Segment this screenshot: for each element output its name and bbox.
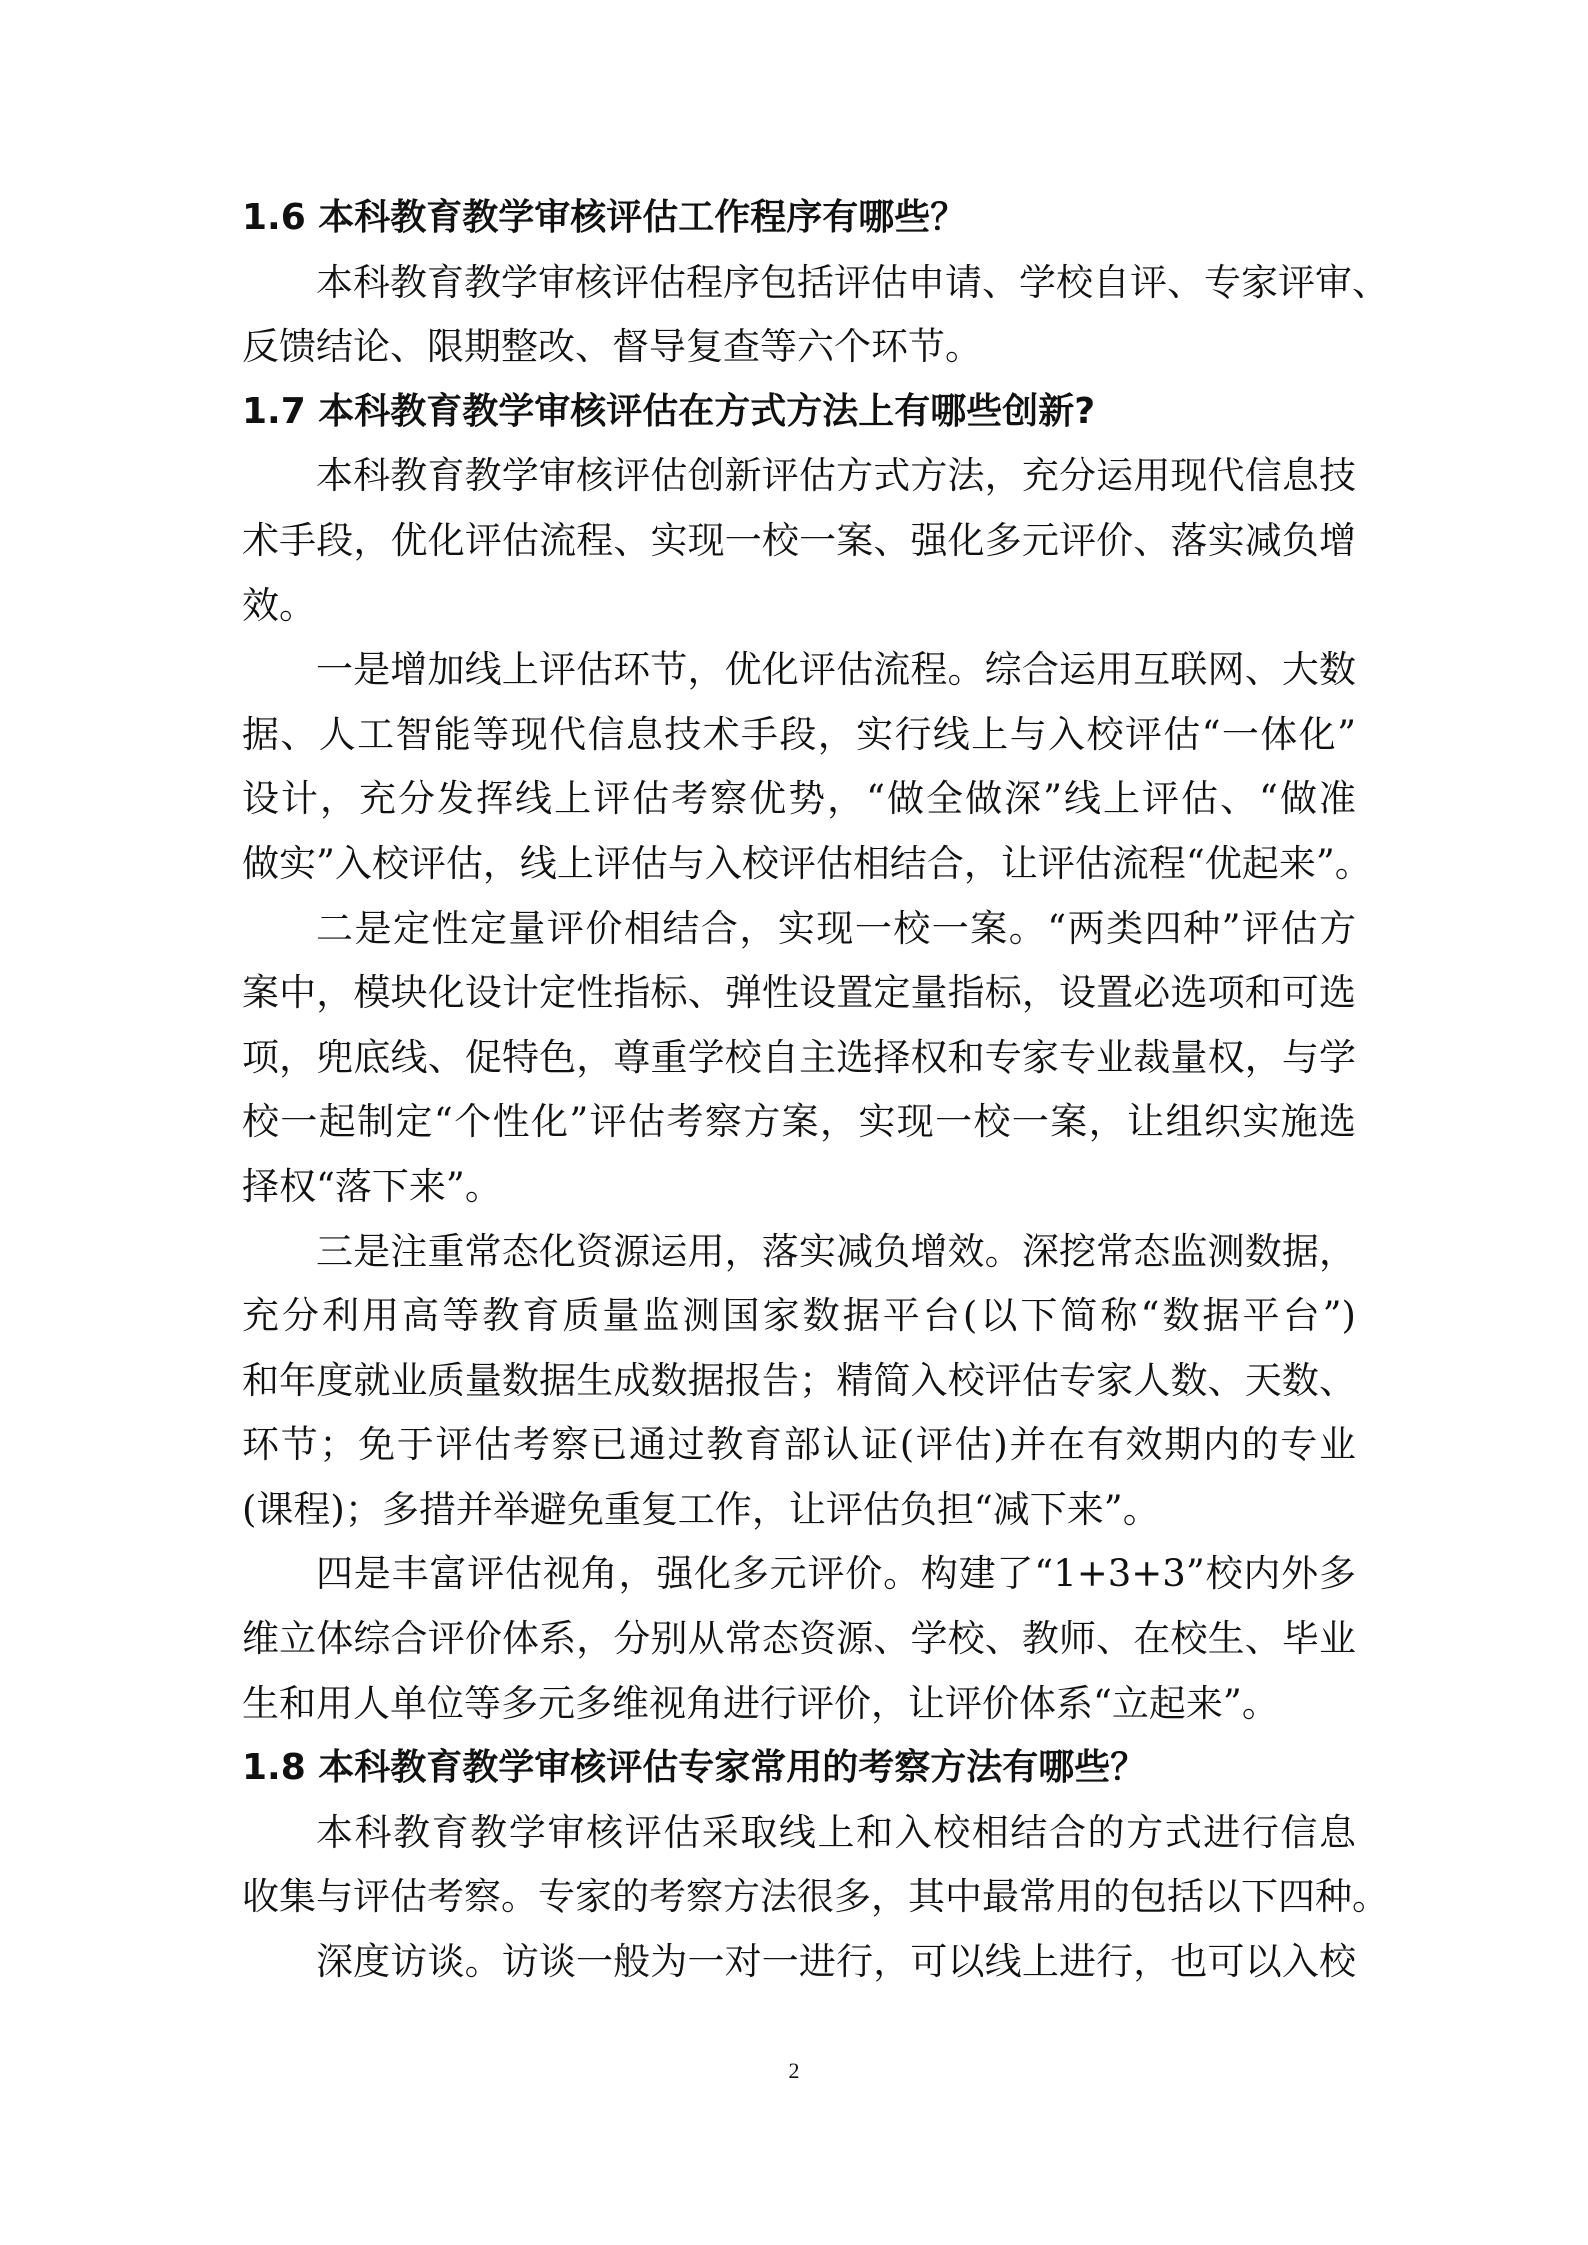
paragraph — [242, 638, 1372, 896]
text-line: 收集与评估考察。专家的考察方法很多，其中最常用的包括以下四种。 — [242, 1875, 1389, 1919]
section-heading: 1.6 本科教育教学审核评估工作程序有哪些？ — [242, 197, 967, 238]
text-line: 二是定性定量评价相结合，实现一校一案。“两类四种”评估方 — [316, 906, 1356, 950]
page-number: 2 — [788, 2058, 800, 2083]
text-line: 三是注重常态化资源运用，落实减负增效。深挖常态监测数据， — [316, 1229, 1356, 1273]
text-line: 维立体综合评价体系，分别从常态资源、学校、教师、在校生、毕业 — [242, 1617, 1356, 1661]
text-line: 本科教育教学审核评估采取线上和入校相结合的方式进行信息 — [316, 1810, 1356, 1854]
text-line: 择权“落下来”。 — [242, 1164, 502, 1208]
text-line: 本科教育教学审核评估程序包括评估申请、学校自评、专家评审、 — [316, 260, 1389, 304]
text-line: 充分利用高等教育质量监测国家数据平台(以下简称“数据平台”) — [242, 1294, 1356, 1338]
text-line: 案中，模块化设计定性指标、弹性设置定量指标，设置必选项和可选 — [242, 971, 1356, 1015]
section-heading: 1.7 本科教育教学审核评估在方式方法上有哪些创新? — [242, 390, 1096, 432]
text-line: 效。 — [242, 583, 316, 627]
paragraph — [242, 251, 1389, 380]
text-line: (课程)；多措并举避免重复工作，让评估负担“减下来”。 — [242, 1487, 1160, 1531]
text-line: 设计，充分发挥线上评估考察优势，“做全做深”线上评估、“做准 — [242, 777, 1356, 821]
text-line: 校一起制定“个性化”评估考察方案，实现一校一案，让组织实施选 — [242, 1100, 1356, 1144]
document-body — [242, 186, 1389, 1995]
paragraph — [242, 1930, 1356, 1995]
text-line: 和年度就业质量数据生成数据报告；精简入校评估专家人数、天数、 — [242, 1358, 1356, 1402]
paragraph — [242, 1220, 1356, 1543]
paragraph — [242, 444, 1356, 638]
text-line: 深度访谈。访谈一般为一对一进行，可以线上进行，也可以入校 — [316, 1940, 1356, 1984]
paragraph — [242, 1542, 1356, 1736]
text-line: 反馈结论、限期整改、督导复查等六个环节。 — [242, 325, 982, 369]
text-line: 一是增加线上评估环节，优化评估流程。综合运用互联网、大数 — [316, 648, 1356, 692]
paragraph — [242, 1801, 1389, 1930]
text-line: 本科教育教学审核评估创新评估方式方法，充分运用现代信息技 — [316, 454, 1356, 498]
paragraph — [242, 897, 1356, 1220]
text-line: 项，兜底线、促特色，尊重学校自主选择权和专家专业裁量权，与学 — [242, 1035, 1356, 1079]
text-line: 据、人工智能等现代信息技术手段，实行线上与入校评估“一体化” — [242, 712, 1356, 756]
text-line: 四是丰富评估视角，强化多元评价。构建了“1+3+3”校内外多 — [316, 1552, 1356, 1596]
section-heading: 1.8 本科教育教学审核评估专家常用的考察方法有哪些？ — [242, 1747, 1147, 1789]
text-line: 生和用人单位等多元多维视角进行评价，让评价体系“立起来”。 — [242, 1681, 1279, 1725]
text-line: 环节；免于评估考察已通过教育部认证(评估)并在有效期内的专业 — [242, 1423, 1356, 1467]
text-line: 做实”入校评估，线上评估与入校评估相结合，让评估流程“优起来”。 — [242, 841, 1372, 885]
text-line: 术手段，优化评估流程、实现一校一案、强化多元评价、落实减负增 — [242, 518, 1356, 562]
